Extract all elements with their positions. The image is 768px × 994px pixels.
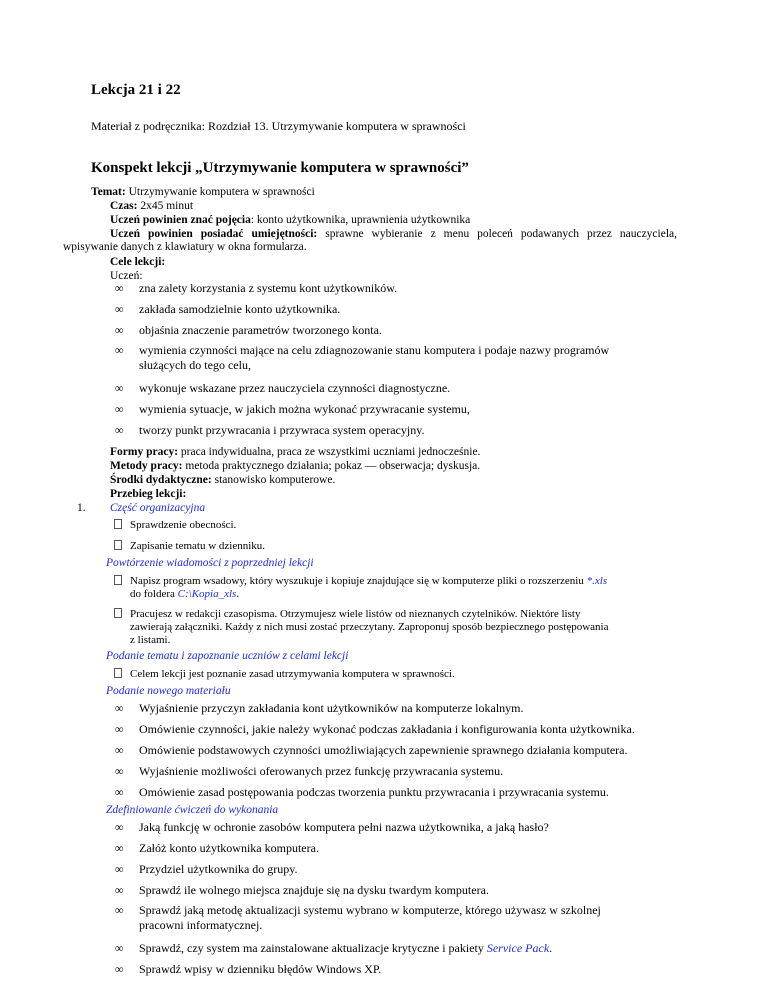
goal-item: ∞ tworzy punkt przywracania i przywraca system operacyjny. (115, 423, 425, 437)
cele-label: Cele lekcji: (110, 256, 166, 268)
bullet-icon: ∞ (115, 402, 124, 416)
exercise-item: ∞ Sprawdź jaką metodę aktualizacji systemu wybrano w komputerze, którego używasz w szkolnej pracowni informatycznej. (115, 903, 601, 932)
goal-item: ∞ wymienia sytuacje, w jakich można wykonać przywracanie systemu, (115, 402, 470, 416)
lesson-title: Lekcja 21 i 22 (91, 82, 181, 98)
outline-heading: Konspekt lekcji „Utrzymywanie komputera w sprawności” (91, 160, 469, 176)
checkbox-square-icon (114, 540, 122, 550)
bullet-icon: ∞ (115, 785, 124, 799)
material-item: ∞ Wyjaśnienie przyczyn zakładania kont użytkowników na komputerze lokalnym. (115, 701, 524, 715)
bullet-icon: ∞ (115, 743, 124, 757)
uczen-label: Uczeń: (110, 270, 143, 282)
checkbox-square-icon (114, 608, 122, 618)
bullet-icon: ∞ (115, 862, 124, 876)
section-cwiczenia-title: Zdefiniowanie ćwiczeń do wykonania (106, 804, 279, 816)
bullet-icon: ∞ (115, 820, 124, 834)
srodki-line: Środki dydaktyczne: stanowisko komputerowe. (110, 474, 336, 486)
review-item: Pracujesz w redakcji czasopisma. Otrzymujesz wiele listów od nieznanych czytelników. Niektóre listy zawierają załączniki. Każdy z nich musi zostać przeczytany. Zaproponuj sposób bezpiecznego postępowania z listami. (130, 608, 675, 647)
org-item: Sprawdzenie obecności. (130, 519, 675, 532)
section-powtorzenie-title: Powtórzenie wiadomości z poprzedniej lekcji (106, 557, 314, 569)
bullet-icon: ∞ (115, 423, 124, 437)
section-org-title: Część organizacyjna (110, 502, 206, 514)
goal-item: ∞ zakłada samodzielnie konto użytkownika. (115, 302, 341, 316)
bullet-icon: ∞ (115, 343, 124, 357)
checkbox-square-icon (114, 519, 122, 529)
material-item: ∞ Omówienie zasad postępowania podczas tworzenia punktu przywracania i przywracania systemu. (115, 785, 609, 799)
section-number: 1. (77, 502, 86, 514)
bullet-icon: ∞ (115, 903, 124, 917)
textbook-reference: Materiał z podręcznika: Rozdział 13. Utrzymywanie komputera w sprawności (91, 119, 466, 133)
goal-item: ∞ objaśnia znaczenie parametrów tworzonego konta. (115, 323, 382, 337)
metody-line: Metody pracy: metoda praktycznego działania; pokaz — obserwacja; dyskusja. (110, 460, 481, 472)
umiejetnosci-paragraph: Uczeń powinien posiadać umiejętności: sprawne wybieranie z menu poleceń podawanych przez nauczyciela, wpisywanie danych z klawiatury w okna formularza. (63, 228, 677, 253)
material-item: ∞ Omówienie podstawowych czynności umożliwiających zapewnienie sprawnego działania komputera. (115, 743, 628, 757)
topic-item: Celem lekcji jest poznanie zasad utrzymywania komputera w sprawności. (130, 668, 675, 681)
org-item: Zapisanie tematu w dzienniku. (130, 540, 675, 553)
exercise-item: ∞ Jaką funkcję w ochronie zasobów komputera pełni nazwa użytkownika, a jaką hasło? (115, 820, 549, 834)
section-podanie-title: Podanie tematu i zapoznanie uczniów z celami lekcji (106, 650, 349, 662)
bullet-icon: ∞ (115, 381, 124, 395)
bullet-icon: ∞ (115, 883, 124, 897)
material-item: ∞ Omówienie czynności, jakie należy wykonać podczas zakładania i konfigurowania konta użytkownika. (115, 722, 635, 736)
bullet-icon: ∞ (115, 962, 124, 976)
exercise-item: ∞ Przydziel użytkownika do grupy. (115, 862, 298, 876)
bullet-icon: ∞ (115, 281, 124, 295)
exercise-item: ∞ Załóż konto użytkownika komputera. (115, 841, 319, 855)
exercise-item: ∞ Sprawdź wpisy w dzienniku błędów Windows XP. (115, 962, 382, 976)
pojecia-line: Uczeń powinien znać pojęcia: konto użytkownika, uprawnienia użytkownika (110, 214, 471, 226)
section-nowy-title: Podanie nowego materiału (106, 685, 231, 697)
przebieg-label: Przebieg lekcji: (110, 488, 187, 500)
bullet-icon: ∞ (115, 722, 124, 736)
bullet-icon: ∞ (115, 302, 124, 316)
goal-item: ∞ wykonuje wskazane przez nauczyciela czynności diagnostyczne. (115, 381, 451, 395)
bullet-icon: ∞ (115, 841, 124, 855)
goal-item: ∞ zna zalety korzystania z systemu kont użytkowników. (115, 281, 398, 295)
material-item: ∞ Wyjaśnienie możliwości oferowanych przez funkcję przywracania systemu. (115, 764, 504, 778)
bullet-icon: ∞ (115, 701, 124, 715)
exercise-item: ∞ Sprawdź ile wolnego miejsca znajduje się na dysku twardym komputera. (115, 883, 489, 897)
exercise-item: ∞ Sprawdź, czy system ma zainstalowane aktualizacje krytyczne i pakiety Service Pack. (115, 941, 553, 955)
bullet-icon: ∞ (115, 941, 124, 955)
temat-line: Temat: Utrzymywanie komputera w sprawności (91, 186, 315, 198)
checkbox-square-icon (114, 668, 122, 678)
goal-item: ∞ wymienia czynności mające na celu zdiagnozowanie stanu komputera i podaje nazwy programów służących do tego celu, (115, 343, 610, 372)
bullet-icon: ∞ (115, 323, 124, 337)
checkbox-square-icon (114, 575, 122, 585)
review-item: Napisz program wsadowy, który wyszukuje i kopiuje znajdujące się w komputerze pliki o rozszerzeniu *.xls do foldera C:\Kopia_xls. (130, 575, 675, 601)
czas-line: Czas: 2x45 minut (110, 200, 194, 212)
bullet-icon: ∞ (115, 764, 124, 778)
formy-line: Formy pracy: praca indywidualna, praca ze wszystkimi uczniami jednocześnie. (110, 446, 481, 458)
